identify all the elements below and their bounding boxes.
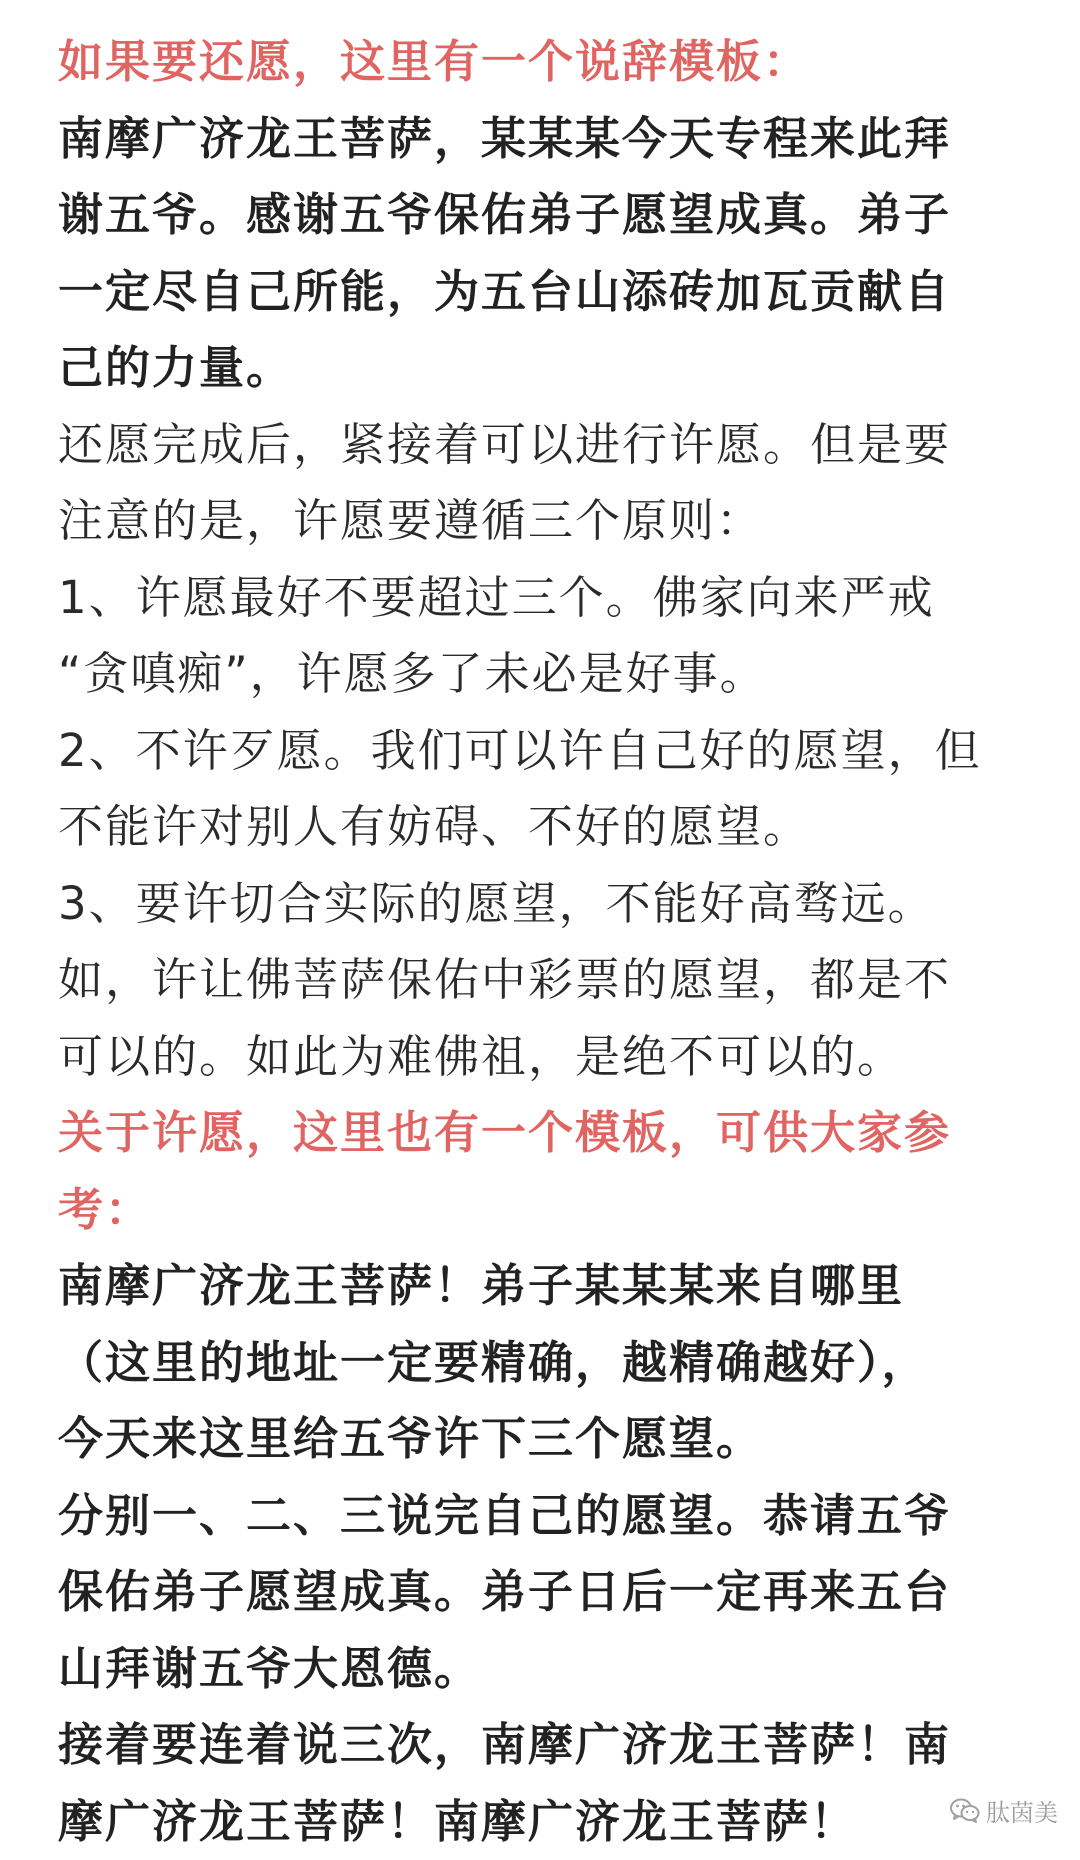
template-line: 保佑弟子愿望成真。弟子日后一定再来五台 (58, 1554, 1028, 1631)
wechat-icon (950, 1798, 980, 1824)
heading-make-vow: 关于许愿，这里也有一个模板，可供大家参 (58, 1095, 1028, 1172)
principle-3-line: 可以的。如此为难佛祖，是绝不可以的。 (58, 1019, 1028, 1096)
template-line: 接着要连着说三次，南摩广济龙王菩萨！南 (58, 1707, 1028, 1784)
template-line: 南摩广济龙王菩萨！弟子某某某来自哪里 (58, 1248, 1028, 1325)
watermark (950, 1793, 1058, 1828)
template-line: 山拜谢五爷大恩德。 (58, 1631, 1028, 1708)
template-line: 南摩广济龙王菩萨，某某某今天专程来此拜 (58, 101, 1028, 178)
template-line: 己的力量。 (58, 330, 1028, 407)
template-line: 分别一、二、三说完自己的愿望。恭请五爷 (58, 1478, 1028, 1555)
principle-3-line: 3、要许切合实际的愿望，不能好高骛远。 (58, 866, 1028, 943)
heading-make-vow: 考： (58, 1172, 1028, 1249)
template-line: 一定尽自己所能，为五台山添砖加瓦贡献自 (58, 254, 1028, 331)
paragraph-line: 还愿完成后，紧接着可以进行许愿。但是要 (58, 407, 1028, 484)
principle-3-line: 如，许让佛菩萨保佑中彩票的愿望，都是不 (58, 942, 1028, 1019)
template-line: 谢五爷。感谢五爷保佑弟子愿望成真。弟子 (58, 177, 1028, 254)
paragraph-line: 注意的是，许愿要遵循三个原则： (58, 483, 1028, 560)
watermark-label: 肽茵美 (986, 1793, 1058, 1828)
principle-2-line: 不能许对别人有妨碍、不好的愿望。 (58, 789, 1028, 866)
principle-1-line: 1、许愿最好不要超过三个。佛家向来严戒 (58, 560, 1028, 637)
template-line: （这里的地址一定要精确，越精确越好）， (58, 1325, 1028, 1402)
template-line: 摩广济龙王菩萨！南摩广济龙王菩萨！ (58, 1784, 1028, 1860)
template-line: 今天来这里给五爷许下三个愿望。 (58, 1401, 1028, 1478)
heading-return-vow: 如果要还愿，这里有一个说辞模板： (58, 24, 1028, 101)
principle-1-line: “贪嗔痴”，许愿多了未必是好事。 (58, 636, 1028, 713)
principle-2-line: 2、不许歹愿。我们可以许自己好的愿望，但 (58, 713, 1028, 790)
